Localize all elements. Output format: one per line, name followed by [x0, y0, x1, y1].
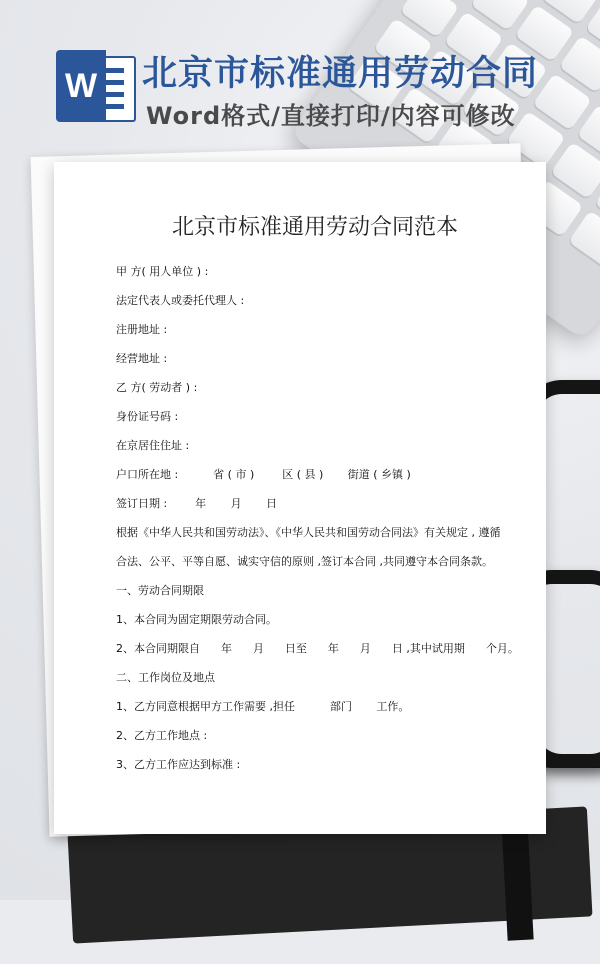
clause-1-2: 2、本合同期限自 年 月 日至 年 月 日 ,其中试用期 个月。: [116, 642, 519, 655]
word-logo-icon: [56, 50, 136, 122]
section-heading-position: 二、工作岗位及地点: [116, 671, 215, 684]
line-household-registration: 户口所在地 : 省 ( 市 ) 区 ( 县 ) 街道 ( 乡镇 ): [116, 468, 411, 481]
line-registered-address: 注册地址 :: [116, 323, 168, 336]
line-business-address: 经营地址 :: [116, 352, 168, 365]
banner-subtitle: Word格式/直接打印/内容可修改: [146, 102, 516, 130]
line-party-b: 乙 方( 劳动者 ) :: [116, 381, 198, 394]
document-page: [54, 162, 546, 834]
word-logo-badge: W: [56, 50, 106, 122]
document-title: 北京市标准通用劳动合同范本: [171, 215, 458, 240]
clause-2-3: 3、乙方工作应达到标准 :: [116, 758, 241, 771]
clause-2-1: 1、乙方同意根据甲方工作需要 ,担任 部门 工作。: [116, 700, 410, 713]
line-beijing-address: 在京居住住址 :: [116, 439, 190, 452]
banner-header: [0, 0, 600, 140]
section-heading-term: 一、劳动合同期限: [116, 584, 204, 597]
clause-1-1: 1、本合同为固定期限劳动合同。: [116, 613, 277, 626]
line-representative: 法定代表人或委托代理人 :: [116, 294, 245, 307]
line-preamble-1: 根据《中华人民共和国劳动法》、《中华人民共和国劳动合同法》有关规定 , 遵循: [116, 526, 501, 539]
banner-title: 北京市标准通用劳动合同: [142, 54, 539, 94]
line-party-a: 甲 方( 用人单位 ) :: [116, 265, 209, 278]
line-id-number: 身份证号码 :: [116, 410, 179, 423]
line-preamble-2: 合法、公平、平等自愿、诚实守信的原则 ,签订本合同 ,共同遵守本合同条款。: [116, 555, 493, 568]
clause-2-2: 2、乙方工作地点 :: [116, 729, 208, 742]
line-signing-date: 签订日期 : 年 月 日: [116, 497, 278, 510]
